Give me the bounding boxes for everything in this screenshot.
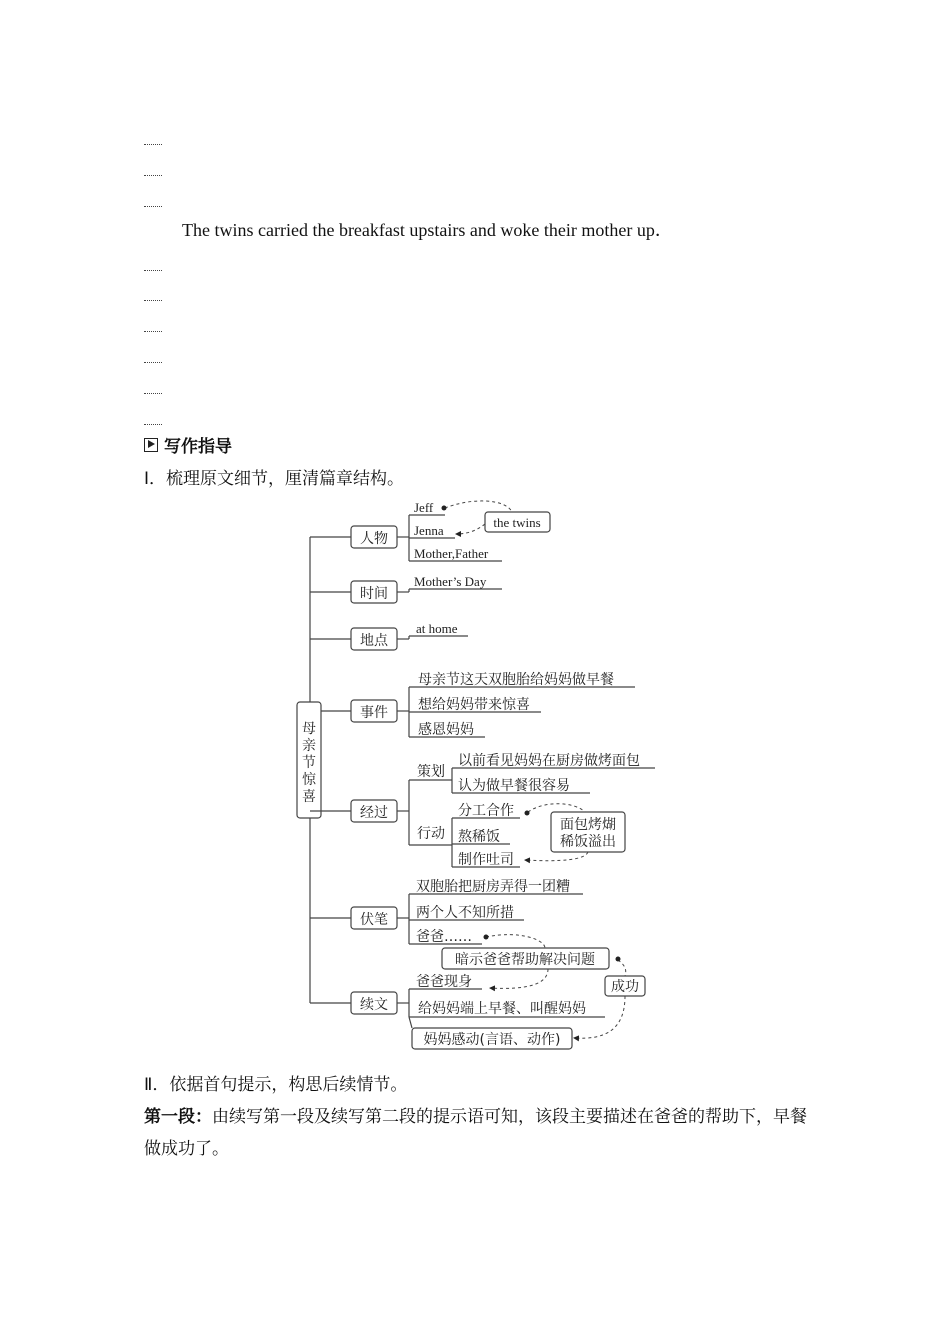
step-two-heading: Ⅱ．依据首句提示，构思后续情节。 [144,1075,408,1095]
node-action: 行动 [417,826,445,842]
leaf-event: 母亲节这天双胞胎给妈妈做早餐 [418,672,614,688]
root-char: 喜 [302,789,316,805]
leaf-event: 感恩妈妈 [418,722,474,738]
paragraph-lead: 第一段： [144,1107,212,1127]
leaf-jeff: Jeff [414,500,434,515]
root-char: 母 [302,721,316,737]
result-line: 面包烤煳 [560,817,616,833]
note-twins: the twins [493,515,541,530]
leaf-event: 想给妈妈带来惊喜 [418,697,530,713]
leaf-action: 分工合作 [458,803,514,819]
node-continuation: 续文 [360,997,388,1013]
root-char: 惊 [302,772,316,788]
leaf-time: Mother’s Day [414,574,487,589]
leaf-continuation: 爸爸现身 [416,974,472,990]
paragraph-one [144,1101,814,1165]
success-box: 成功 [611,979,639,995]
leaf-foreshadow: 双胞胎把厨房弄得一团糟 [416,879,570,895]
root-char: 节 [302,755,316,771]
hint-box: 暗示爸爸帮助解决问题 [455,952,595,968]
section-title: 写作指导 [164,437,232,457]
leaf-jenna: Jenna [414,523,444,538]
example-sentence: The twins carried the breakfast upstairs and woke their mother up． [182,220,673,240]
node-event: 事件 [360,705,388,721]
leaf-foreshadow: 两个人不知所措 [416,905,514,921]
leaf-continuation: 给妈妈端上早餐、叫醒妈妈 [418,1001,586,1017]
leaf-plan: 认为做早餐很容易 [458,778,570,794]
result-line: 稀饭溢出 [560,834,616,850]
leaf-action: 熬稀饭 [458,829,500,845]
leaf-action: 制作吐司 [458,852,514,868]
node-characters: 人物 [360,531,388,547]
step-one-heading: Ⅰ．梳理原文细节，厘清篇章结构。 [144,469,405,489]
leaf-plan: 以前看见妈妈在厨房做烤面包 [458,753,640,769]
node-process: 经过 [360,805,388,821]
leaf-parents: Mother,Father [414,546,489,561]
node-place: 地点 [360,633,388,649]
moved-box: 妈妈感动(言语、动作) [423,1032,561,1048]
node-foreshadow: 伏笔 [360,912,388,928]
node-plan: 策划 [417,764,445,780]
leaf-place: at home [416,621,458,636]
leaf-foreshadow: 爸爸…… [416,929,472,945]
paragraph-text: 由续写第一段及续写第二段的提示语可知，该段主要描述在爸爸的帮助下，早餐做成功了。 [144,1107,807,1159]
node-time: 时间 [360,586,388,602]
root-char: 亲 [302,738,316,754]
